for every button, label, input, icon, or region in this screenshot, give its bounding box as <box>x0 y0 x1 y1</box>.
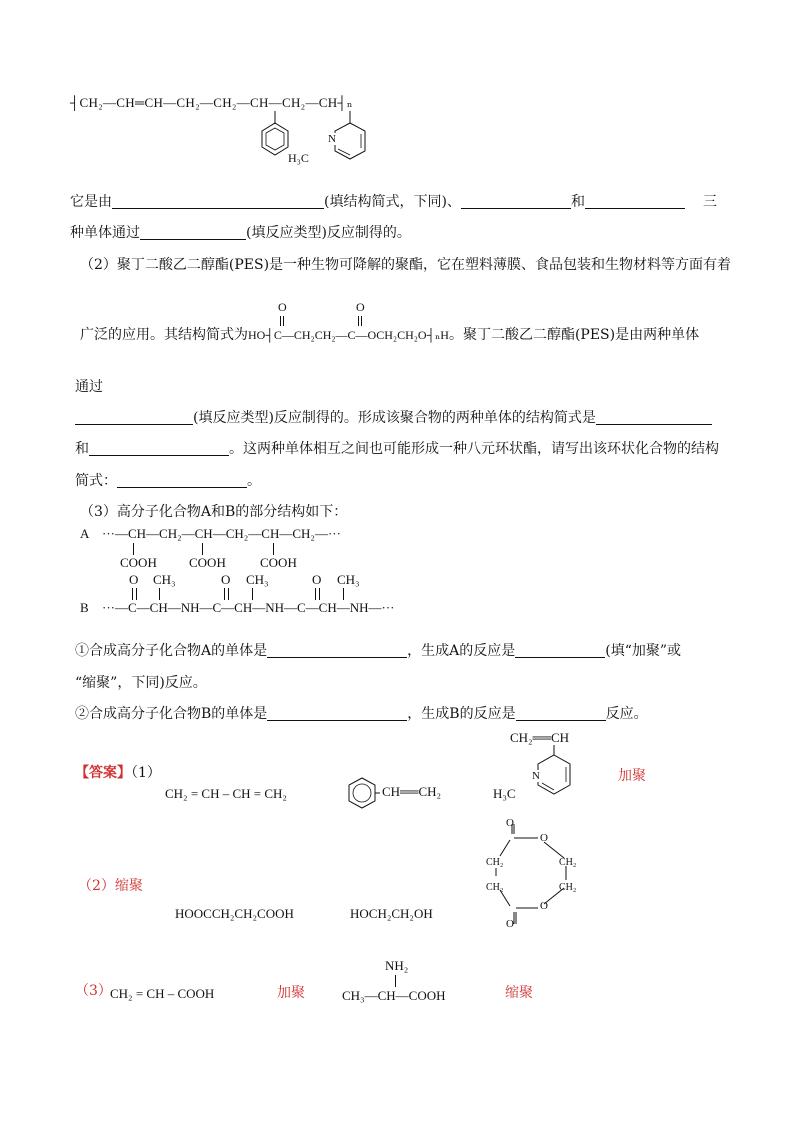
q2-blank-2[interactable] <box>596 410 712 425</box>
q1-blank-2[interactable] <box>461 194 571 209</box>
answer-header <box>75 764 161 782</box>
answer-alanine: CH₃—CH—COOH <box>342 988 446 1003</box>
answer-styrene-ring-icon <box>344 774 380 814</box>
q2-through: 通过 <box>75 379 103 395</box>
q1-pyridine-n: N <box>328 133 336 145</box>
q3-b-chain: ···—C—CH—NH—C—CH—NH—C—CH—NH—··· <box>102 600 395 615</box>
answer-ring-o-right: O <box>540 832 548 844</box>
q3-b-o-3: O <box>312 572 322 587</box>
q2-blank-4[interactable] <box>117 473 247 488</box>
q1-polymer-chain: ┤CH₂—CH═CH—CH₂—CH₂—CH—CH₂—CH┤ₙ <box>70 95 353 110</box>
answer-type3b: 缩聚 <box>505 985 533 1001</box>
q1-methyl-label: H₃C <box>288 151 309 165</box>
answer-alanine-nh2: NH₂ <box>385 958 409 973</box>
q3-a-chain: ···—CH—CH₂—CH—CH₂—CH—CH₂—··· <box>102 526 341 541</box>
q3-a-cooh-2: COOH <box>189 555 226 570</box>
q3-a-cooh-3: COOH <box>260 555 297 570</box>
answer-succinic-acid: HOOCCH₂CH₂COOH <box>175 906 294 921</box>
q1-blank-4[interactable] <box>140 225 246 240</box>
q3-b-ch3-3: CH₃ <box>337 572 360 587</box>
q3-sub1-line2: “缩聚”，下同)反应。 <box>75 675 207 691</box>
answer-type1: 加聚 <box>618 768 646 784</box>
q3-sub2: ②合成高分子化合物B的单体是 ，生成B的反应是 反应。 <box>75 706 648 722</box>
answer-ring-o-top: O <box>506 817 514 829</box>
answer-type3a: 加聚 <box>277 985 305 1001</box>
q2-line5: 简式： 。 <box>75 473 261 489</box>
answer-h3c: H₃C <box>493 786 516 801</box>
answer-ring-ch2-rt: CH₂ <box>559 857 577 868</box>
answer-part2-label: （2）缩聚 <box>78 878 143 894</box>
q1-blank-1[interactable] <box>112 194 324 209</box>
q3-b-label: B <box>80 600 89 615</box>
q2-intro: （2）聚丁二酸乙二醇酯(PES)是一种生物可降解的聚酯，它在塑料薄膜、食品包装和生物材料等方面有着 <box>80 257 732 273</box>
q2-line4: 和 。这两种单体相互之间也可能形成一种八元环状酯，请写出该环状化合物的结构 <box>75 441 719 457</box>
q3-polymer-a <box>80 524 400 574</box>
q3-b-o-1: O <box>129 572 139 587</box>
q3-b-ch3-2: CH₃ <box>246 572 269 587</box>
answer-ring-ch2-rb: CH₂ <box>559 882 577 893</box>
q3-intro: （3）高分子化合物A和B的部分结构如下： <box>80 504 348 520</box>
answer-part1-label: （1） <box>131 765 161 781</box>
q1-polymer-structure <box>70 95 400 175</box>
q3-a-label: A <box>80 526 90 541</box>
q3-blank-1[interactable] <box>267 643 407 658</box>
answer-ring-ch2-lb: CH₂ <box>486 882 504 893</box>
answer-ring-o-bottom-right: O <box>540 900 548 912</box>
q2-carbonyl-o1: O <box>278 300 287 326</box>
q3-blank-3[interactable] <box>267 706 407 721</box>
answer-styrene-vinyl: CH══CH₂ <box>382 784 442 799</box>
answer-ring-o-bottom: O <box>506 918 514 930</box>
q3-b-ch3-1: CH₃ <box>153 572 176 587</box>
q3-sub1: ①合成高分子化合物A的单体是 ，生成A的反应是 (填“加聚”或 <box>75 643 682 659</box>
answer-butadiene: CH₂ = CH – CH = CH₂ <box>165 786 287 801</box>
q3-a-cooh-1: COOH <box>120 555 157 570</box>
q2-blank-1[interactable] <box>75 410 193 425</box>
answer-pyridine-n: N <box>532 770 540 782</box>
q3-b-o-2: O <box>221 572 231 587</box>
answer-tag: 【答案】 <box>75 765 131 781</box>
answer-part3-label: （3） <box>75 983 112 999</box>
q2-pes-formula: HO┤C—CH₂CH₂—C—OCH₂CH₂O┤ₙH <box>248 328 449 342</box>
answer-ethylene-glycol: HOCH₂CH₂OH <box>350 906 433 921</box>
q3-blank-4[interactable] <box>516 706 606 721</box>
q1-line1: 它是由 (填结构简式，下同)、 和 三 <box>70 194 717 210</box>
q2-line3: (填反应类型)反应制得的。形成该聚合物的两种单体的结构简式是 <box>75 409 712 427</box>
answer-acrylic-acid: CH₂ = CH – COOH <box>110 986 215 1001</box>
q1-line2: 种单体通过 (填反应类型)反应制得的。 <box>70 225 411 241</box>
q1-blank-3[interactable] <box>585 194 685 209</box>
q3-polymer-b <box>80 572 420 618</box>
answer-vinylpyridine-top: CH₂══CH <box>510 730 570 745</box>
q2-blank-3[interactable] <box>89 441 229 456</box>
q2-line2: 广泛的应用。其结构简式为HO┤C—CH₂CH₂—C—OCH₂CH₂O┤ₙH。聚丁二酸乙二醇酯(PES)是由两种单体 <box>80 327 700 343</box>
q3-blank-2[interactable] <box>515 643 605 658</box>
q2-carbonyl-o2: O <box>356 300 365 326</box>
answer-cyclic-ester-ring-icon <box>478 820 588 930</box>
answer-ring-ch2-lt: CH₂ <box>486 857 504 868</box>
